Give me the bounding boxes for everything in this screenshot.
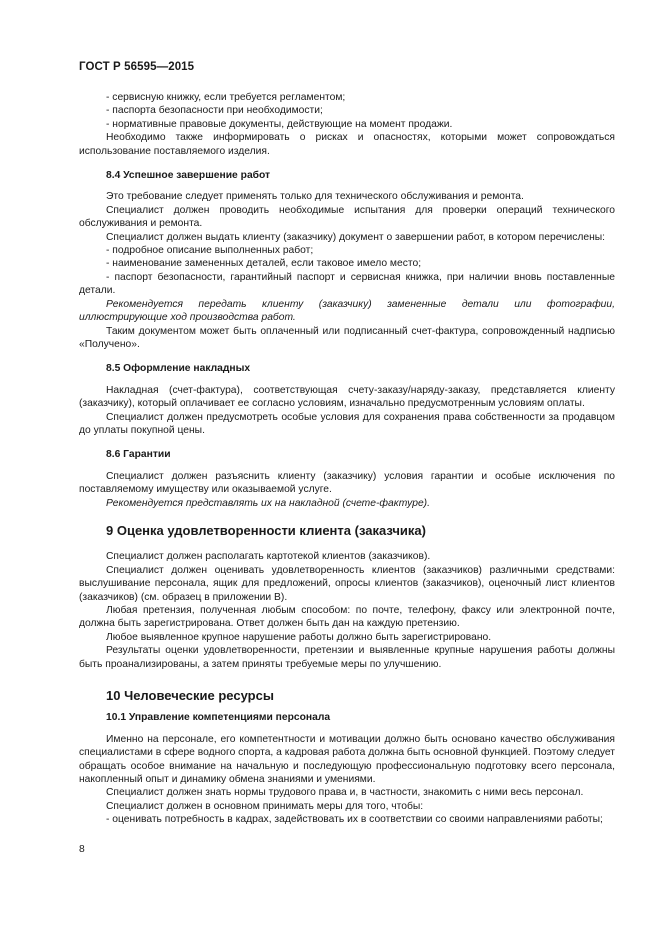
paragraph: Любое выявленное крупное нарушение работы должно быть зарегистрировано. (106, 631, 492, 643)
page-number: 8 (79, 844, 85, 855)
section-heading-10: 10 Человеческие ресурсы (106, 688, 274, 704)
list-item: - подробное описание выполненных работ; (106, 245, 314, 257)
italic-recommendation: Рекомендуется представлять их на накладной (счете-фактуре). (106, 497, 430, 509)
document-body (79, 91, 615, 827)
paragraph: Специалист должен разъяснить клиенту (заказчику) условия гарантии и особые исключения по поставляемому имуществу или оказываемой услуге. (79, 470, 615, 496)
list-item: - сервисную книжку, если требуется регламентом; (106, 92, 346, 103)
list-item: - паспорта безопасности при необходимости; (106, 105, 323, 117)
section-heading-9: 9 Оценка удовлетворенности клиента (заказчика) (106, 522, 426, 538)
paragraph: Таким документом может быть оплаченный или подписанный счет-фактура, сопровожденный надписью «Получено». (79, 325, 615, 350)
section-heading-8-4: 8.4 Успешное завершение работ (106, 170, 271, 182)
paragraph: Специалист должен располагать картотекой клиентов (заказчиков). (106, 551, 431, 563)
section-heading-8-5: 8.5 Оформление накладных (106, 363, 251, 375)
paragraph: Специалист должен предусмотреть особые условия для сохранения права собственности за продавцом до уплаты покупной цены. (79, 411, 615, 436)
list-item: - оценивать потребность в кадрах, задействовать их в соответствии со своими направлениями работы; (106, 814, 603, 826)
standard-header: ГОСТ Р 56595—2015 (79, 61, 195, 73)
list-item: - нормативные правовые документы, действующие на момент продажи. (106, 118, 453, 130)
italic-recommendation: Рекомендуется передать клиенту (заказчику) замененные детали или фотографии, иллюстрирующие ход производства работ. (79, 298, 615, 324)
paragraph: Специалист должен проводить необходимые испытания для проверки операций технического обслуживания и ремонта. (79, 204, 615, 230)
paragraph: Специалист должен выдать клиенту (заказчику) документ о завершении работ, в котором перечислены: (106, 231, 606, 243)
paragraph: Специалист должен оценивать удовлетворенность клиентов (заказчиков) различными средствами: выслушивание персонала, ящик для предложений, опросы клиентов (заказчиков), оценочный лист клиентов (заказчиков) (см. образец в приложении В). (79, 564, 615, 603)
paragraph: Специалист должен знать нормы трудового права и, в частности, знакомить с ними весь персонал. (106, 787, 584, 799)
paragraph: Результаты оценки удовлетворенности, претензии и выявленные крупные нарушения работы должны быть проанализированы, а затем приняты требуемые меры по улучшению. (79, 645, 615, 670)
paragraph: Это требование следует применять только для технического обслуживания и ремонта. (106, 191, 524, 203)
paragraph: Специалист должен в основном принимать меры для того, чтобы: (106, 800, 424, 812)
paragraph: Накладная (счет-фактура), соответствующая счету-заказу/наряду-заказу, представляется клиенту (заказчику), который оплачивает ее согласно условиям, изначально предусмотренным условиям оплаты. (79, 384, 615, 410)
paragraph: Именно на персонале, его компетентности и мотивации должно быть основано качество обслуживания специалистами в сфере водного спорта, а кадровая работа должна быть основной функцией. Поэтому следует обращать особое внимание на начальную и последующую профессиональную подготовку всего персонала, накопленный опыт и динамику обмена знаниями и умениями. (79, 733, 615, 786)
section-heading-8-6: 8.6 Гарантии (106, 449, 171, 461)
paragraph: Необходимо также информировать о рисках и опасностях, которыми может сопровождаться использование поставляемого изделия. (79, 132, 615, 157)
paragraph: Любая претензия, полученная любым способом: по почте, телефону, факсу или электронной почте, должна быть зарегистрирована. Ответ должен быть дан на каждую претензию. (79, 605, 615, 630)
list-item: - паспорт безопасности, гарантийный паспорт и сервисная книжка, при наличии вновь поставленные детали. (79, 271, 615, 297)
list-item: - наименование замененных деталей, если таковое имело место; (106, 258, 422, 270)
section-heading-10-1: 10.1 Управление компетенциями персонала (106, 712, 331, 724)
